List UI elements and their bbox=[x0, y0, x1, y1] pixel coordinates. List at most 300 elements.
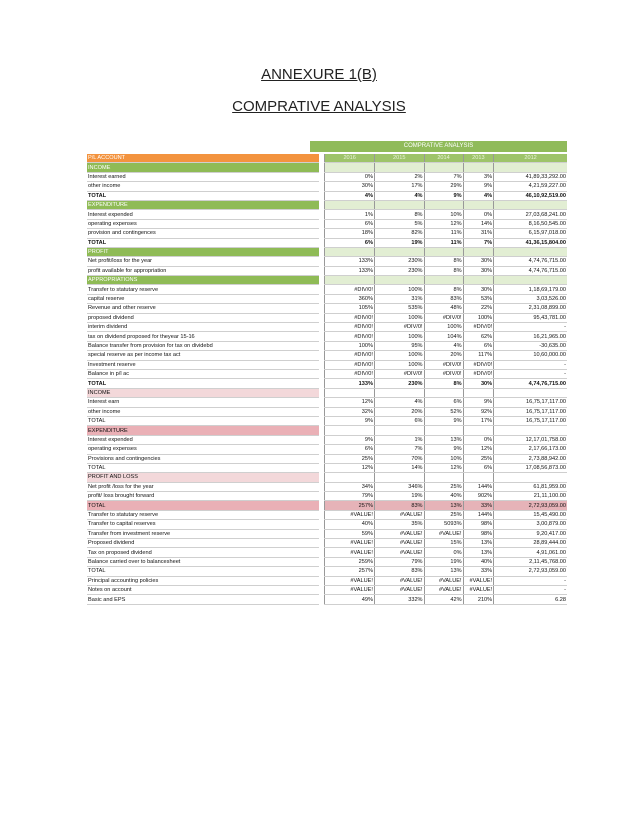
comparative-analysis-subtitle: COMPRATIVE ANALYSIS bbox=[232, 98, 406, 115]
value-cell: 259% bbox=[325, 557, 375, 566]
value-cell: 20% bbox=[374, 407, 424, 416]
value-cell: 30% bbox=[463, 257, 494, 266]
value-cell: 27,03,68,241.00 bbox=[494, 210, 567, 219]
value-cell: 1,18,69,179.00 bbox=[494, 285, 567, 294]
table-row bbox=[87, 379, 567, 388]
value-cell: #VALUE! bbox=[463, 585, 494, 594]
value-cell: 902% bbox=[463, 492, 494, 501]
value-cell: 83% bbox=[424, 294, 463, 303]
value-cell: 2015 bbox=[374, 154, 424, 163]
value-cell: 4,74,76,715.00 bbox=[494, 257, 567, 266]
table-row bbox=[87, 567, 567, 576]
value-cell: 32% bbox=[325, 407, 375, 416]
table-row bbox=[87, 585, 567, 594]
annexure-title: ANNEXURE 1(B) bbox=[261, 66, 377, 83]
value-cell: 100% bbox=[374, 332, 424, 341]
value-cell: 100% bbox=[463, 313, 494, 322]
table-row bbox=[87, 276, 567, 285]
value-cell: 100% bbox=[374, 351, 424, 360]
row-label: TOTAL bbox=[87, 501, 319, 510]
value-cell: #VALUE! bbox=[374, 548, 424, 557]
table-row bbox=[87, 548, 567, 557]
value-cell: - bbox=[494, 576, 567, 585]
value-cell bbox=[374, 200, 424, 209]
value-cell: 30% bbox=[325, 182, 375, 191]
row-label: operating expenses bbox=[87, 219, 319, 228]
row-label: Basic and EPS bbox=[87, 595, 319, 604]
value-cell: 100% bbox=[374, 360, 424, 369]
value-cell: 360% bbox=[325, 294, 375, 303]
value-cell: 4% bbox=[374, 398, 424, 407]
value-cell: 15% bbox=[424, 539, 463, 548]
value-cell: 92% bbox=[463, 407, 494, 416]
row-label: proposed dividend bbox=[87, 313, 319, 322]
table-row bbox=[87, 454, 567, 463]
value-cell: 98% bbox=[463, 520, 494, 529]
value-cell: 13% bbox=[424, 501, 463, 510]
row-label: Revenue and other reserve bbox=[87, 304, 319, 313]
value-cell: 16,21,965.00 bbox=[494, 332, 567, 341]
value-cell: #VALUE! bbox=[463, 576, 494, 585]
value-cell: 117% bbox=[463, 351, 494, 360]
table-row bbox=[87, 435, 567, 444]
value-cell: 29% bbox=[424, 182, 463, 191]
value-cell: 9% bbox=[424, 445, 463, 454]
value-cell: 10% bbox=[424, 454, 463, 463]
table-row bbox=[87, 416, 567, 425]
value-cell: 30% bbox=[463, 379, 494, 388]
sheet-title: COMPRATIVE ANALYSIS bbox=[310, 141, 567, 152]
table-row bbox=[87, 304, 567, 313]
table-row bbox=[87, 238, 567, 247]
value-cell: 9% bbox=[424, 416, 463, 425]
row-label: EXPENDITURE bbox=[87, 426, 319, 435]
table-row bbox=[87, 388, 567, 397]
value-cell: 2016 bbox=[325, 154, 375, 163]
value-cell bbox=[325, 247, 375, 256]
row-label: PROFIT AND LOSS bbox=[87, 473, 319, 482]
row-label: TOTAL bbox=[87, 567, 319, 576]
value-cell: 100% bbox=[325, 341, 375, 350]
row-label: Transfer from investment reserve bbox=[87, 529, 319, 538]
value-cell: 83% bbox=[374, 501, 424, 510]
value-cell: 48% bbox=[424, 304, 463, 313]
table-row bbox=[87, 529, 567, 538]
row-label: Transfer to statutary reserve bbox=[87, 285, 319, 294]
value-cell: 40% bbox=[325, 520, 375, 529]
value-cell: 230% bbox=[374, 257, 424, 266]
row-label: profit available for appropriation bbox=[87, 266, 319, 275]
value-cell: 257% bbox=[325, 501, 375, 510]
value-cell: 9% bbox=[325, 416, 375, 425]
value-cell: 8% bbox=[424, 266, 463, 275]
value-cell: 9% bbox=[325, 435, 375, 444]
table-row bbox=[87, 510, 567, 519]
value-cell: 144% bbox=[463, 482, 494, 491]
table-row bbox=[87, 595, 567, 604]
table-row bbox=[87, 229, 567, 238]
value-cell: 6% bbox=[424, 398, 463, 407]
table-row bbox=[87, 332, 567, 341]
value-cell: 40% bbox=[463, 557, 494, 566]
value-cell bbox=[494, 276, 567, 285]
table-row bbox=[87, 369, 567, 378]
value-cell bbox=[374, 247, 424, 256]
value-cell: #VALUE! bbox=[374, 529, 424, 538]
value-cell: 22% bbox=[463, 304, 494, 313]
value-cell: 34% bbox=[325, 482, 375, 491]
value-cell bbox=[463, 247, 494, 256]
table-row bbox=[87, 247, 567, 256]
value-cell bbox=[424, 276, 463, 285]
value-cell: 83% bbox=[374, 567, 424, 576]
value-cell: #DIV/0! bbox=[463, 323, 494, 332]
table-row bbox=[87, 154, 567, 163]
value-cell: #VALUE! bbox=[424, 576, 463, 585]
value-cell: 7% bbox=[424, 172, 463, 181]
value-cell: 6% bbox=[463, 463, 494, 472]
value-cell: 6.28 bbox=[494, 595, 567, 604]
value-cell: #DIV/0! bbox=[325, 313, 375, 322]
value-cell: - bbox=[494, 585, 567, 594]
value-cell bbox=[424, 426, 463, 435]
value-cell: 0% bbox=[463, 210, 494, 219]
value-cell: 6% bbox=[374, 416, 424, 425]
value-cell: 535% bbox=[374, 304, 424, 313]
value-cell: 5% bbox=[374, 219, 424, 228]
value-cell: 9% bbox=[424, 191, 463, 200]
table-row bbox=[87, 360, 567, 369]
value-cell: - bbox=[494, 369, 567, 378]
row-label: Proposed dividend bbox=[87, 539, 319, 548]
value-cell: 19% bbox=[374, 238, 424, 247]
row-label: other income bbox=[87, 407, 319, 416]
table-row bbox=[87, 473, 567, 482]
row-label: Provisions and contingencies bbox=[87, 454, 319, 463]
table-row bbox=[87, 576, 567, 585]
row-label: TOTAL bbox=[87, 191, 319, 200]
value-cell: #DIV/0! bbox=[325, 369, 375, 378]
row-label: operating expenses bbox=[87, 445, 319, 454]
value-cell bbox=[374, 388, 424, 397]
row-label: TOTAL bbox=[87, 463, 319, 472]
value-cell: #VALUE! bbox=[374, 585, 424, 594]
row-label: Transfer to statutary reserve bbox=[87, 510, 319, 519]
value-cell bbox=[463, 276, 494, 285]
value-cell: 70% bbox=[374, 454, 424, 463]
value-cell: 3,00,879.00 bbox=[494, 520, 567, 529]
value-cell: 6,15,97,018.00 bbox=[494, 229, 567, 238]
value-cell: 79% bbox=[325, 492, 375, 501]
value-cell: 46,10,92,519.00 bbox=[494, 191, 567, 200]
value-cell: 4% bbox=[374, 191, 424, 200]
row-label: Notes on account bbox=[87, 585, 319, 594]
value-cell: 12% bbox=[325, 398, 375, 407]
value-cell: 95,43,781.00 bbox=[494, 313, 567, 322]
value-cell: #DIV/0! bbox=[325, 285, 375, 294]
value-cell: 16,75,17,117.00 bbox=[494, 398, 567, 407]
table-row bbox=[87, 172, 567, 181]
value-cell: 0% bbox=[463, 435, 494, 444]
value-cell: 30% bbox=[463, 285, 494, 294]
value-cell bbox=[424, 388, 463, 397]
value-cell bbox=[494, 388, 567, 397]
table-row bbox=[87, 257, 567, 266]
value-cell bbox=[424, 163, 463, 172]
value-cell: 33% bbox=[463, 567, 494, 576]
value-cell: 13% bbox=[424, 567, 463, 576]
value-cell: 25% bbox=[463, 454, 494, 463]
value-cell: 28,89,444.00 bbox=[494, 539, 567, 548]
row-label: EXPENDITURE bbox=[87, 200, 319, 209]
table-row bbox=[87, 463, 567, 472]
table-row bbox=[87, 445, 567, 454]
value-cell: 59% bbox=[325, 529, 375, 538]
value-cell: 18% bbox=[325, 229, 375, 238]
table-row bbox=[87, 492, 567, 501]
value-cell: #DIV/0! bbox=[325, 323, 375, 332]
value-cell: 17,08,56,873.00 bbox=[494, 463, 567, 472]
value-cell: #VALUE! bbox=[325, 510, 375, 519]
value-cell: 7% bbox=[463, 238, 494, 247]
comparative-table bbox=[87, 154, 567, 605]
value-cell: #VALUE! bbox=[325, 585, 375, 594]
value-cell: 17% bbox=[463, 416, 494, 425]
value-cell: 4,74,76,715.00 bbox=[494, 379, 567, 388]
row-label: Balance transfer from provision for tax on dividebd bbox=[87, 341, 319, 350]
value-cell: 6% bbox=[325, 219, 375, 228]
value-cell: 7% bbox=[374, 445, 424, 454]
row-label: other income bbox=[87, 182, 319, 191]
value-cell: 4,91,061.00 bbox=[494, 548, 567, 557]
value-cell: 12,17,01,758.00 bbox=[494, 435, 567, 444]
value-cell: 16,75,17,117.00 bbox=[494, 407, 567, 416]
value-cell: #VALUE! bbox=[424, 529, 463, 538]
row-label: Balance carried over to balancesheet bbox=[87, 557, 319, 566]
value-cell bbox=[494, 426, 567, 435]
value-cell: 4,21,59,227.00 bbox=[494, 182, 567, 191]
row-label: Interest expended bbox=[87, 435, 319, 444]
value-cell: 100% bbox=[424, 323, 463, 332]
row-label: tax on dividend proposed for theyear 15-16 bbox=[87, 332, 319, 341]
value-cell: 10% bbox=[424, 210, 463, 219]
value-cell: 144% bbox=[463, 510, 494, 519]
table-row bbox=[87, 182, 567, 191]
value-cell bbox=[374, 473, 424, 482]
value-cell: 79% bbox=[374, 557, 424, 566]
value-cell: #VALUE! bbox=[325, 576, 375, 585]
value-cell bbox=[374, 276, 424, 285]
value-cell: 40% bbox=[424, 492, 463, 501]
table-row bbox=[87, 557, 567, 566]
value-cell: #DIV/0! bbox=[424, 360, 463, 369]
table-row bbox=[87, 313, 567, 322]
table-row bbox=[87, 219, 567, 228]
value-cell bbox=[494, 163, 567, 172]
value-cell: 12% bbox=[463, 445, 494, 454]
row-label: Net profit/loss for the year bbox=[87, 257, 319, 266]
value-cell: 35% bbox=[374, 520, 424, 529]
table-row bbox=[87, 539, 567, 548]
value-cell: 2,72,93,059.00 bbox=[494, 567, 567, 576]
value-cell: 3% bbox=[463, 172, 494, 181]
row-label: Transfer to capital reserves bbox=[87, 520, 319, 529]
value-cell bbox=[424, 200, 463, 209]
value-cell: 49% bbox=[325, 595, 375, 604]
value-cell bbox=[325, 388, 375, 397]
row-label: P/L ACCOUNT bbox=[87, 154, 319, 163]
row-label: provision and contingences bbox=[87, 229, 319, 238]
value-cell: 1% bbox=[325, 210, 375, 219]
row-label: PROFIT bbox=[87, 247, 319, 256]
value-cell: 14% bbox=[374, 463, 424, 472]
table-row bbox=[87, 200, 567, 209]
value-cell: 12% bbox=[424, 463, 463, 472]
value-cell: 0% bbox=[325, 172, 375, 181]
row-label: Net profit /loss for the year bbox=[87, 482, 319, 491]
value-cell: 98% bbox=[463, 529, 494, 538]
row-label: TOTAL bbox=[87, 379, 319, 388]
value-cell: 13% bbox=[424, 435, 463, 444]
value-cell: 8% bbox=[424, 285, 463, 294]
value-cell: #VALUE! bbox=[374, 510, 424, 519]
table-row bbox=[87, 294, 567, 303]
value-cell: 346% bbox=[374, 482, 424, 491]
value-cell: 25% bbox=[424, 482, 463, 491]
value-cell: 10,60,000.00 bbox=[494, 351, 567, 360]
value-cell: 52% bbox=[424, 407, 463, 416]
row-label: APPROPRIATIONS bbox=[87, 276, 319, 285]
value-cell: 13% bbox=[463, 539, 494, 548]
row-label: TOTAL bbox=[87, 416, 319, 425]
value-cell: 53% bbox=[463, 294, 494, 303]
value-cell: 30% bbox=[463, 266, 494, 275]
value-cell: 8,16,50,545.00 bbox=[494, 219, 567, 228]
value-cell: 9% bbox=[463, 398, 494, 407]
value-cell: #VALUE! bbox=[374, 576, 424, 585]
value-cell: 105% bbox=[325, 304, 375, 313]
value-cell: 100% bbox=[374, 285, 424, 294]
row-label: Interest expended bbox=[87, 210, 319, 219]
table-row bbox=[87, 501, 567, 510]
value-cell: 25% bbox=[424, 510, 463, 519]
value-cell: 33% bbox=[463, 501, 494, 510]
value-cell: 332% bbox=[374, 595, 424, 604]
value-cell: 133% bbox=[325, 266, 375, 275]
value-cell: 2013 bbox=[463, 154, 494, 163]
value-cell: 257% bbox=[325, 567, 375, 576]
table-row bbox=[87, 163, 567, 172]
table-row bbox=[87, 285, 567, 294]
value-cell bbox=[325, 426, 375, 435]
value-cell bbox=[374, 163, 424, 172]
value-cell bbox=[463, 473, 494, 482]
value-cell: 4% bbox=[325, 191, 375, 200]
value-cell bbox=[424, 473, 463, 482]
value-cell: 100% bbox=[374, 313, 424, 322]
value-cell: 82% bbox=[374, 229, 424, 238]
value-cell: 3,03,526.00 bbox=[494, 294, 567, 303]
value-cell: -30,635.00 bbox=[494, 341, 567, 350]
row-label: Investment reserve bbox=[87, 360, 319, 369]
table-row bbox=[87, 426, 567, 435]
row-label: capital reserve bbox=[87, 294, 319, 303]
value-cell bbox=[463, 163, 494, 172]
row-label: profit/ loss brought forward bbox=[87, 492, 319, 501]
table-row bbox=[87, 407, 567, 416]
table-row bbox=[87, 351, 567, 360]
value-cell: 6% bbox=[463, 341, 494, 350]
value-cell: 6% bbox=[325, 238, 375, 247]
value-cell: 2,17,66,173.00 bbox=[494, 445, 567, 454]
value-cell: 61,81,959.00 bbox=[494, 482, 567, 491]
value-cell: 210% bbox=[463, 595, 494, 604]
value-cell bbox=[374, 426, 424, 435]
table-row bbox=[87, 191, 567, 200]
table-row bbox=[87, 520, 567, 529]
value-cell: 8% bbox=[374, 210, 424, 219]
row-label: Interest earn bbox=[87, 398, 319, 407]
row-label: TOTAL bbox=[87, 238, 319, 247]
value-cell: 41,89,33,292.00 bbox=[494, 172, 567, 181]
value-cell: 62% bbox=[463, 332, 494, 341]
value-cell: #DIV/0! bbox=[325, 332, 375, 341]
value-cell: 5093% bbox=[424, 520, 463, 529]
table-row bbox=[87, 398, 567, 407]
value-cell: 25% bbox=[325, 454, 375, 463]
value-cell: 133% bbox=[325, 379, 375, 388]
value-cell: 9% bbox=[463, 182, 494, 191]
value-cell: 4,74,76,715.00 bbox=[494, 266, 567, 275]
value-cell: 11% bbox=[424, 238, 463, 247]
value-cell: 14% bbox=[463, 219, 494, 228]
value-cell: 133% bbox=[325, 257, 375, 266]
value-cell: #VALUE! bbox=[325, 548, 375, 557]
value-cell: 4% bbox=[463, 191, 494, 200]
value-cell: #DIV/0! bbox=[374, 323, 424, 332]
value-cell bbox=[463, 426, 494, 435]
value-cell: 11% bbox=[424, 229, 463, 238]
value-cell: 19% bbox=[374, 492, 424, 501]
value-cell: 2% bbox=[374, 172, 424, 181]
value-cell: 8% bbox=[424, 257, 463, 266]
table-row bbox=[87, 210, 567, 219]
value-cell: - bbox=[494, 360, 567, 369]
value-cell: 31% bbox=[463, 229, 494, 238]
value-cell: #DIV/0! bbox=[325, 360, 375, 369]
value-cell: 15,45,490.00 bbox=[494, 510, 567, 519]
value-cell bbox=[494, 200, 567, 209]
value-cell bbox=[325, 473, 375, 482]
value-cell: 17% bbox=[374, 182, 424, 191]
value-cell: #DIV/0! bbox=[424, 313, 463, 322]
row-label: Interest earned bbox=[87, 172, 319, 181]
value-cell: 12% bbox=[424, 219, 463, 228]
value-cell bbox=[463, 388, 494, 397]
value-cell: 230% bbox=[374, 379, 424, 388]
value-cell: #VALUE! bbox=[374, 539, 424, 548]
value-cell bbox=[463, 200, 494, 209]
value-cell: 2,31,08,899.00 bbox=[494, 304, 567, 313]
value-cell: 4% bbox=[424, 341, 463, 350]
value-cell: 21,11,100.00 bbox=[494, 492, 567, 501]
value-cell: #DIV/0! bbox=[424, 369, 463, 378]
value-cell: - bbox=[494, 323, 567, 332]
value-cell: 2,73,88,942.00 bbox=[494, 454, 567, 463]
value-cell: 12% bbox=[325, 463, 375, 472]
value-cell: 230% bbox=[374, 266, 424, 275]
value-cell: 2012 bbox=[494, 154, 567, 163]
